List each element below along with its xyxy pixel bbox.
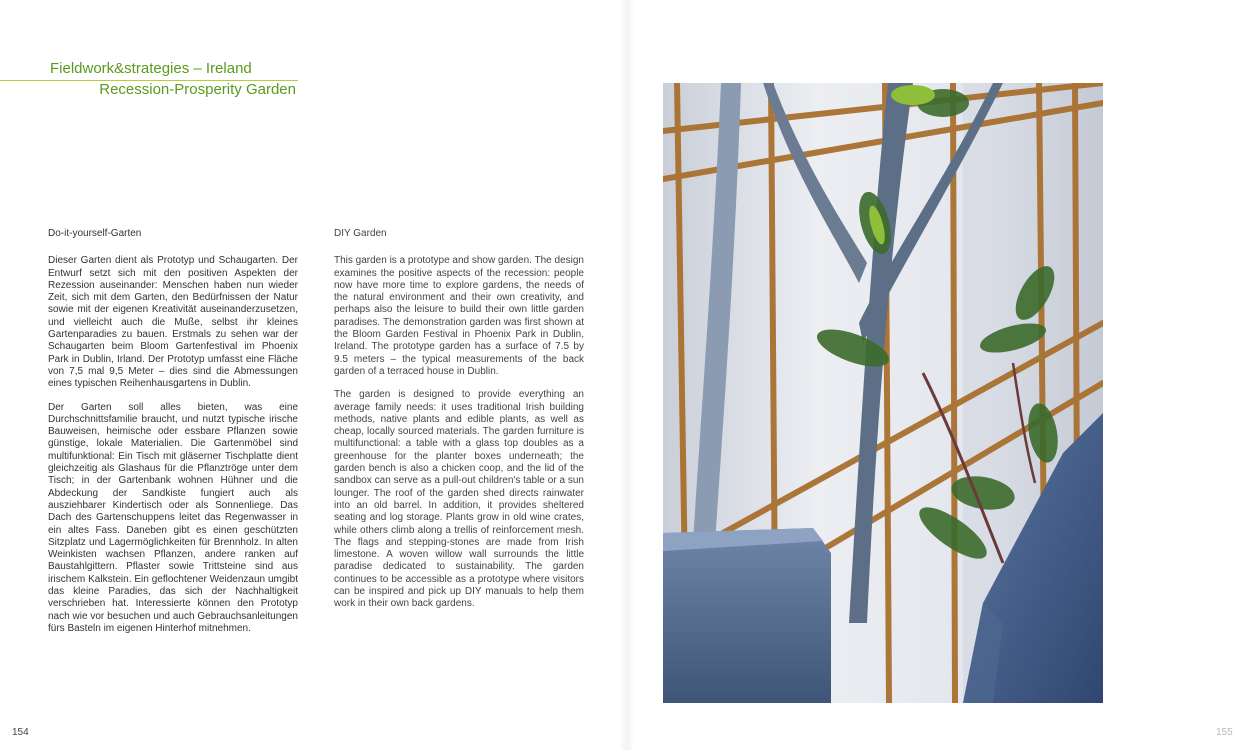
- german-paragraph-2: Der Garten soll alles bieten, was eine Durchschnittsfamilie braucht, und nutzt typische irische Bauweisen, heimische oder essbare Pflanzen sowie günstige, lokale Materialien. Die Gartenmöbel sind multifunktional: Ein Tisch mit gläserner Tischplatte dient gleichzeitig als Glashaus für die Pflanztröge unter dem Tisch; in der Gartenbank wohnen Hühner und die Abdeckung der Sandkiste fungiert auch als ausziehbarer Kindertisch oder als Sonnenliege. Das Dach des Gartenschuppens leitet das Regenwasser in ein altes Fass. Daneben gibt es einen geschützten Sitzplatz und Lagermöglichkeiten für Brennholz. In alten Weinkisten wachsen Pflanzen, andere ranken auf Baustahlgittern. Pflaster sowie Trittsteine sind aus irischem Kalkstein. Ein geflochtener Weidenzaun umgibt das kleine Paradies, das sich der Nachhaltigkeit verschrieben hat. Interessierte können den Prototyp nach wie vor besuchen und auch Gebrauchsanleitungen fürs Basteln im eigenen Hinterhof mitnehmen.: [48, 401, 298, 634]
- english-text-column: [334, 228, 584, 622]
- garden-photo: [663, 83, 1103, 703]
- page-number-right: 155: [1216, 727, 1233, 738]
- german-paragraph-1: Dieser Garten dient als Prototyp und Schaugarten. Der Entwurf setzt sich mit den positiven Aspekten der Rezession auseinander: Menschen haben nun wieder Zeit, sich mit dem Garten, den Bedürfnissen der Natur sowie mit der eigenen Kreativität auseinanderzusetzen, und vielleicht auch die Muße, selbst ihr kleines Gartenparadies zu bauen. Erstmals zu sehen war der Schaugarten beim Bloom Gartenfestival im Phoenix Park in Dublin, Irland. Der Prototyp umfasst eine Fläche von 7,5 mal 9,5 Meter – dies sind die Abmessungen eines typischen Reihenhausgartens in Dublin.: [48, 255, 298, 390]
- german-heading: Do-it-yourself-Garten: [48, 228, 142, 239]
- book-gutter: [620, 0, 634, 750]
- garden-photo-illustration: [663, 83, 1103, 703]
- page-number-left: 154: [12, 727, 29, 738]
- project-title: Recession-Prosperity Garden: [99, 81, 296, 98]
- english-paragraph-1: This garden is a prototype and show garden. The design examines the positive aspects of the recession: people now have more time to explore gardens, the needs of the natural environment and their own creativity, and perhaps also the leisure to build their own little garden paradises. The demonstration garden was first shown at the Bloom Garden Festival in Phoenix Park in Dublin, Ireland. The prototype garden has a surface of 7.5 by 9.5 meters – the typical measurements of the back garden of a terraced house in Dublin.: [334, 255, 584, 377]
- english-heading: DIY Garden: [334, 228, 387, 239]
- german-text-column: [48, 228, 298, 646]
- english-paragraph-2: The garden is designed to provide everything an average family needs: it uses traditional Irish building methods, native plants and edible plants, as well as cheap, locally sourced materials. The garden furniture is multifunctional: a table with a glass top doubles as a greenhouse for the planter boxes underneath; the garden bench is also a chicken coop, and the lid of the sandbox can serve as a pull-out children's table or a sun lounger. The roof of the garden shed directs rainwater into an old barrel. In addition, it provides sheltered seating and log storage. Plants grow in old wine crates, while others climb along a trellis of reinforcement mesh. The flags and stepping-stones are made from Irish limestone. A woven willow wall surrounds the little paradise dedicated to sustainability. The garden continues to be accessible as a prototype where visitors can be inspired and pick up DIY manuals to help them work in their own back gardens.: [334, 389, 584, 610]
- series-title: Fieldwork&strategies – Ireland: [50, 60, 252, 77]
